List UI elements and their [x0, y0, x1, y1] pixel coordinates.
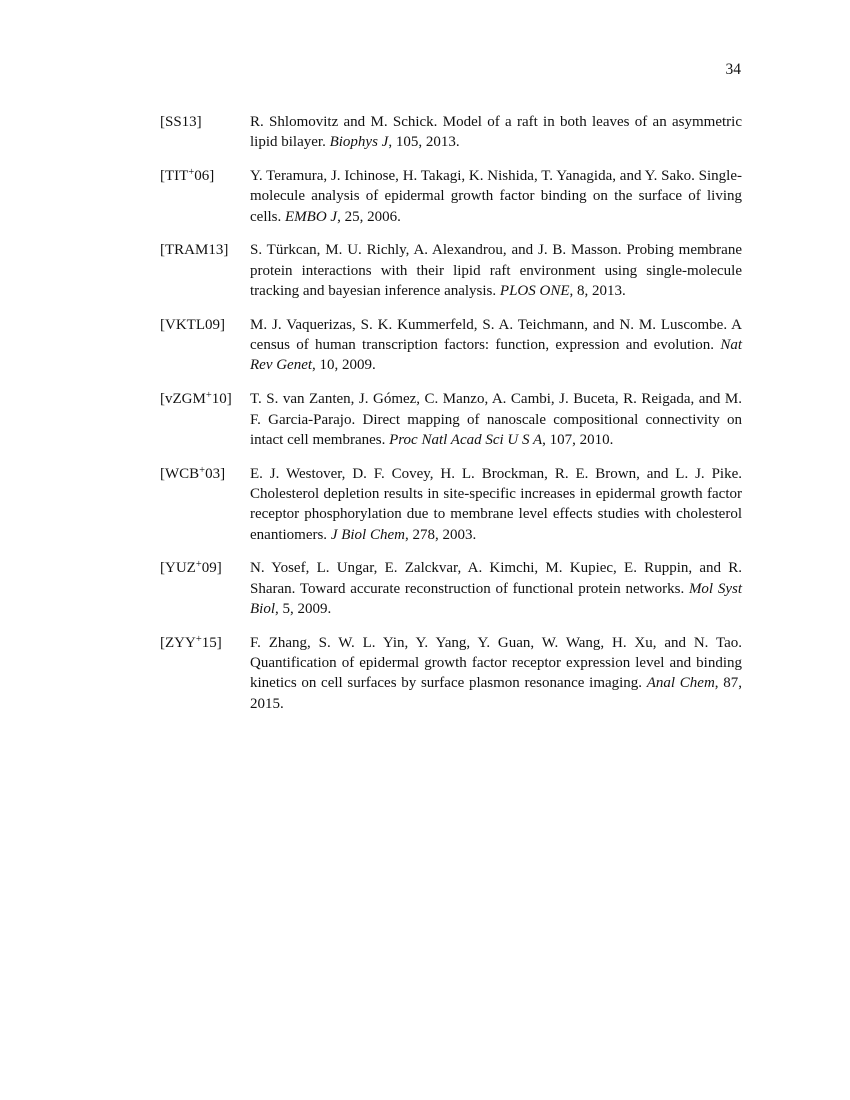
citation-text [250, 315, 742, 376]
citation-text [250, 464, 742, 545]
citation-body: Y. Teramura, J. Ichinose, H. Takagi, K. Nishida, T. Yanagida, and Y. Sako. Single-molecule analysis of epidermal growth factor binding on the surface of living cells. [250, 168, 742, 225]
bib-entry [160, 389, 742, 450]
bib-entry [160, 464, 742, 545]
citation-key-base: [vZGM [160, 391, 206, 408]
citation-key-end: 15] [201, 634, 222, 651]
citation-text [250, 389, 742, 450]
citation-tail: , 87, 2015. [250, 675, 742, 712]
journal-name: Biophys J [329, 134, 389, 151]
journal-name: EMBO J [285, 208, 338, 225]
journal-name: Anal Chem [646, 675, 715, 692]
citation-tail: , 8, 2013. [569, 283, 626, 300]
citation-key-sup: + [205, 390, 212, 402]
citation-key-sup: + [195, 633, 202, 645]
citation-tail: , 10, 2009. [312, 357, 376, 374]
bib-entry [160, 315, 742, 376]
citation-key-base: [YUZ [160, 560, 196, 577]
citation-key [160, 464, 250, 484]
bib-entry [160, 166, 742, 227]
citation-key-end: 09] [201, 560, 222, 577]
citation-key-base: [ZYY [160, 634, 196, 651]
journal-name: Mol Syst Biol [250, 580, 743, 617]
journal-name: Proc Natl Acad Sci U S A [389, 431, 543, 448]
citation-key-base: [TIT [160, 168, 189, 185]
citation-tail: , 278, 2003. [404, 526, 477, 543]
citation-tail: , 25, 2006. [337, 208, 401, 225]
citation-body: S. Türkcan, M. U. Richly, A. Alexandrou, and J. B. Masson. Probing membrane protein interactions with their lipid raft environment using single-molecule tracking and bayesian inference analysis. [250, 242, 742, 300]
bib-entry [160, 240, 742, 301]
citation-text [250, 240, 742, 301]
journal-name: J Biol Chem [330, 526, 405, 543]
citation-text [250, 112, 742, 153]
bibliography [160, 112, 742, 727]
citation-body: M. J. Vaquerizas, S. K. Kummerfeld, S. A. Teichmann, and N. M. Luscombe. A census of human transcription factors: function, expression and evolution. [250, 316, 742, 354]
citation-body: E. J. Westover, D. F. Covey, H. L. Brockman, R. E. Brown, and L. J. Pike. Cholesterol depletion results in site-specific increases in epidermal growth factor receptor phosphorylation due to membrane level effects studies with cholesterol enantiomers. [250, 465, 742, 543]
page-number: 34 [725, 61, 741, 78]
citation-key-sup: + [195, 559, 202, 571]
citation-key [160, 112, 250, 132]
citation-key-end: 10] [211, 391, 232, 408]
citation-key [160, 389, 250, 409]
citation-key-end: 06] [194, 168, 215, 185]
citation-body: R. Shlomovitz and M. Schick. Model of a raft in both leaves of an asymmetric lipid bilayer. [250, 114, 742, 151]
citation-text [250, 166, 742, 227]
citation-key-base: [TRAM13] [160, 242, 229, 259]
citation-tail: , 107, 2010. [542, 431, 614, 448]
journal-name: Nat Rev Genet [250, 337, 742, 374]
citation-key-base: [WCB [160, 465, 200, 482]
citation-text [250, 558, 742, 619]
bib-entry [160, 558, 742, 619]
citation-key [160, 633, 250, 653]
citation-key-end: 03] [205, 465, 226, 482]
citation-body: F. Zhang, S. W. L. Yin, Y. Yang, Y. Guan, W. Wang, H. Xu, and N. Tao. Quantification of epidermal growth factor receptor expression level and binding kinetics on cell surfaces by surface plasmon resonance imaging. [250, 634, 742, 692]
bib-entry [160, 633, 742, 714]
bib-entry [160, 112, 742, 153]
citation-key-base: [SS13] [160, 114, 202, 130]
citation-key [160, 315, 250, 335]
citation-body: T. S. van Zanten, J. Gómez, C. Manzo, A. Cambi, J. Buceta, R. Reigada, and M. F. Garcia-Parajo. Direct mapping of nanoscale compositional connectivity on intact cell membranes. [250, 391, 742, 448]
citation-key-sup: + [199, 464, 206, 476]
citation-text [250, 633, 742, 714]
citation-body: N. Yosef, L. Ungar, E. Zalckvar, A. Kimchi, M. Kupiec, E. Ruppin, and R. Sharan. Toward accurate reconstruction of functional protein networks. [250, 560, 742, 597]
citation-key [160, 558, 250, 578]
citation-tail: , 5, 2009. [275, 600, 332, 617]
citation-key [160, 166, 250, 186]
citation-key [160, 240, 250, 260]
citation-tail: , 105, 2013. [388, 134, 460, 151]
citation-key-base: [VKTL09] [160, 316, 225, 333]
journal-name: PLOS ONE [499, 283, 570, 300]
citation-key-sup: + [188, 167, 195, 179]
